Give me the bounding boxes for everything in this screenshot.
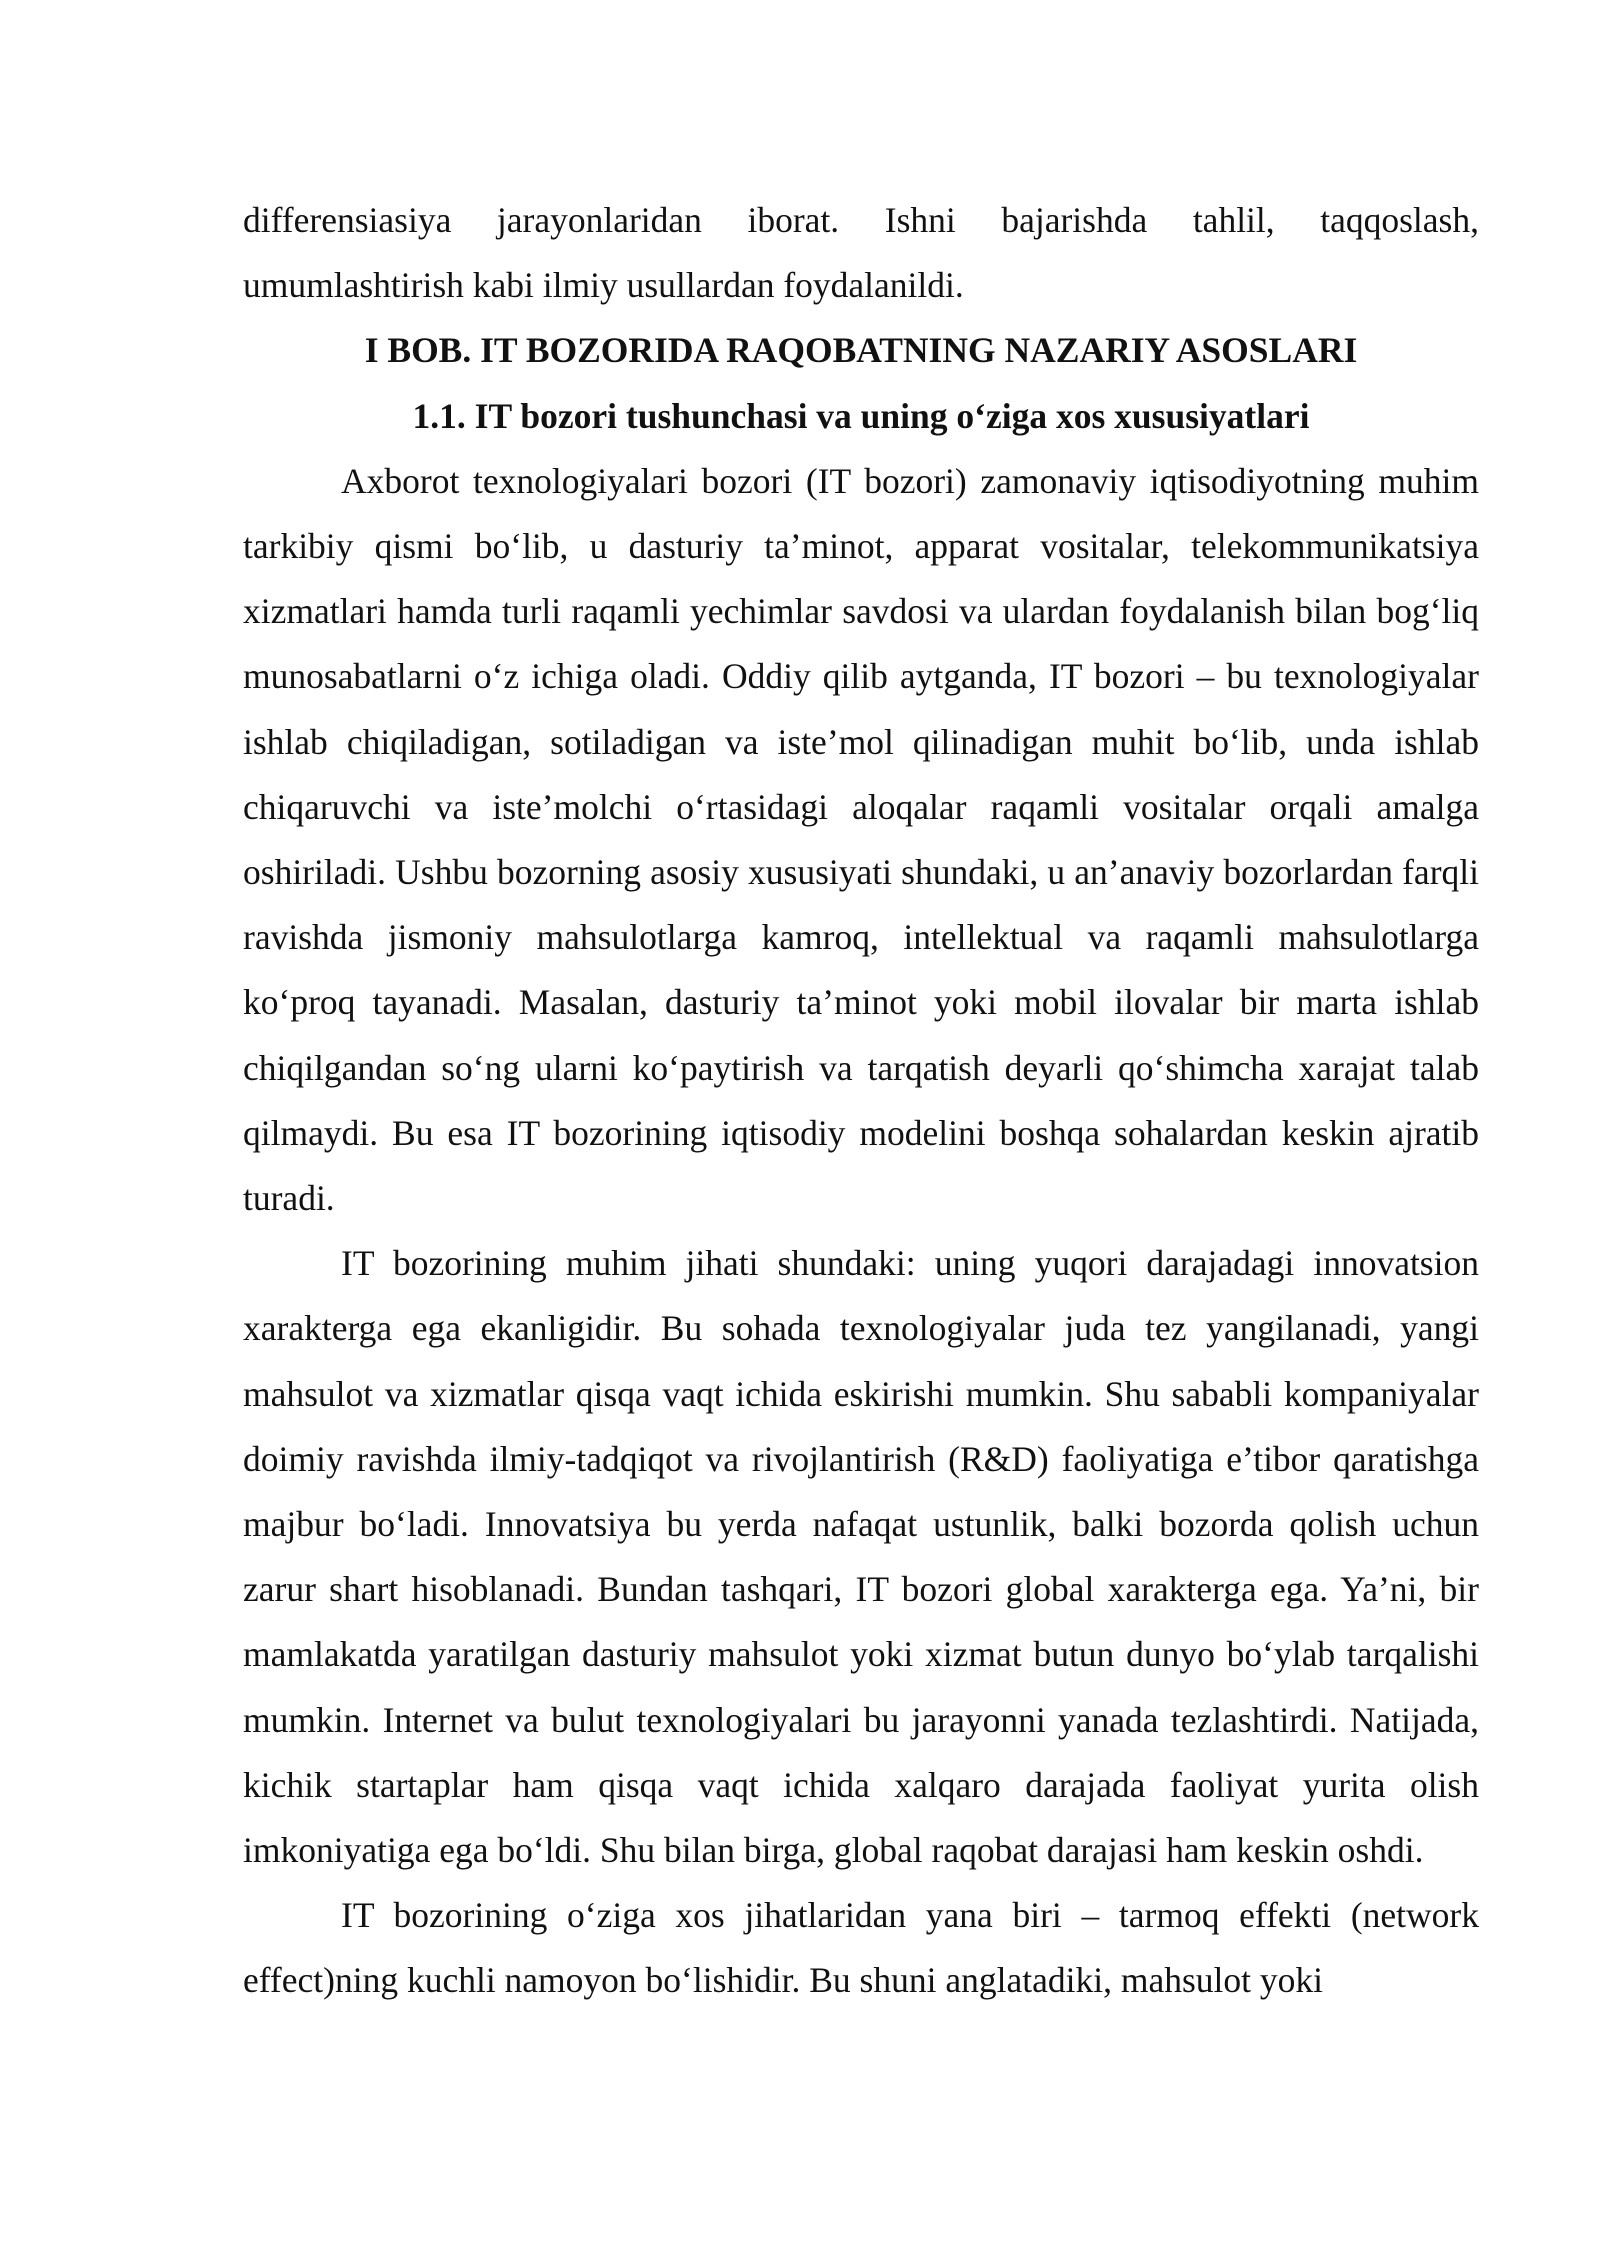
chapter-heading: I BOB. IT BOZORIDA RAQOBATNING NAZARIY ASOSLARI (364, 330, 1358, 371)
section-heading: 1.1. IT bozori tushunchasi va uning o‘ziga xos xususiyatlari (412, 395, 1310, 436)
body-paragraph-3: IT bozorining o‘ziga xos jihatlaridan yana biri – tarmoq effekti (network effect)ning kuchli namoyon bo‘lishidir. Bu shuni anglatadiki, mahsulot yoki (243, 1895, 1479, 2001)
body-paragraph-2: IT bozorining muhim jihati shundaki: uning yuqori darajadagi innovatsion xarakterga ega ekanligidir. Bu sohada texnologiyalar juda tez yangilanadi, yangi mahsulot va xizmatlar qisqa vaqt ichida eskirishi mumkin. Shu sababli kompaniyalar doimiy ravishda ilmiy-tadqiqot va rivojlantirish (R&D) faoliyatiga e’tibor qaratishga majbur bo‘ladi. Innovatsiya bu yerda nafaqat ustunlik, balki bozorda qolish uchun zarur shart hisoblanadi. Bundan tashqari, IT bozori global xarakterga ega. Ya’ni, bir mamlakatda yaratilgan dasturiy mahsulot yoki xizmat butun dunyo bo‘ylab tarqalishi mumkin. Internet va bulut texnologiyalari bu jarayonni yanada tezlashtirdi. Natijada, kichik startaplar ham qisqa vaqt ichida xalqaro darajada faoliyat yurita olish imkoniyatiga ega bo‘ldi. Shu bilan birga, global raqobat darajasi ham keskin oshdi. (243, 1243, 1479, 1871)
body-paragraph-1: Axborot texnologiyalari bozori (IT bozori) zamonaviy iqtisodiyotning muhim tarkibiy qismi bo‘lib, u dasturiy ta’minot, apparat vositalar, telekommunikatsiya xizmatlari hamda turli raqamli yechimlar savdosi va ulardan foydalanish bilan bog‘liq munosabatlarni o‘z ichiga oladi. Oddiy qilib aytganda, IT bozori – bu texnologiyalar ishlab chiqiladigan, sotiladigan va iste’mol qilinadigan muhit bo‘lib, unda ishlab chiqaruvchi va iste’molchi o‘rtasidagi aloqalar raqamli vositalar orqali amalga oshiriladi. Ushbu bozorning asosiy xususiyati shundaki, u an’anaviy bozorlardan farqli ravishda jismoniy mahsulotlarga kamroq, intellektual va raqamli mahsulotlarga ko‘proq tayanadi. Masalan, dasturiy ta’minot yoki mobil ilovalar bir marta ishlab chiqilgandan so‘ng ularni ko‘paytirish va tarqatish deyarli qo‘shimcha xarajat talab qilmaydi. Bu esa IT bozorining iqtisodiy modelini boshqa sohalardan keskin ajratib turadi. (243, 460, 1479, 1219)
continuation-paragraph: differensiasiya jarayonlaridan iborat. Ishni bajarishda tahlil, taqqoslash, umumlashtirish kabi ilmiy usullardan foydalanildi. (243, 200, 1479, 306)
document-page (243, 188, 1479, 2014)
